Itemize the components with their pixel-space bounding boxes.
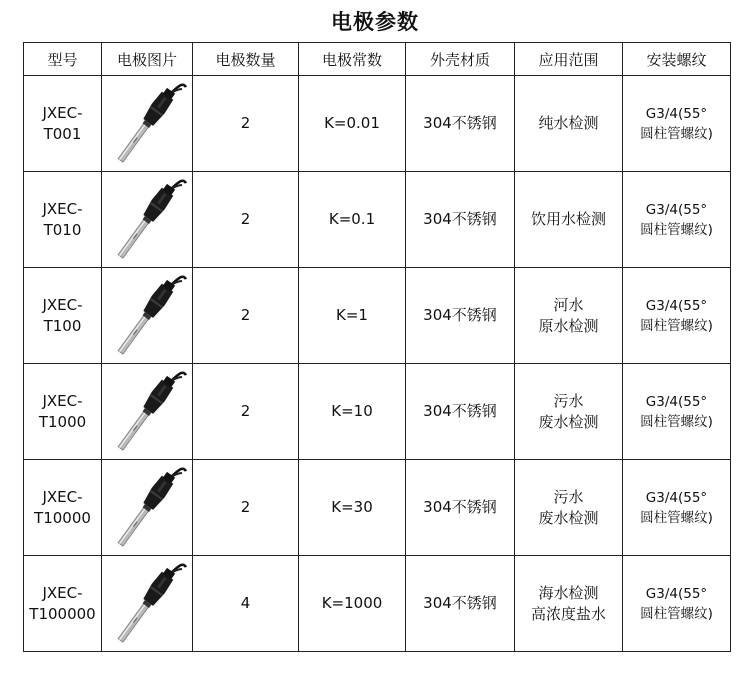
model-cell bbox=[24, 268, 102, 364]
header-application: 应用范围 bbox=[515, 43, 623, 76]
count-cell: 2 bbox=[193, 172, 299, 268]
table-row bbox=[24, 460, 731, 556]
application-text: 纯水检测 bbox=[538, 114, 599, 132]
material-cell: 304不锈钢 bbox=[406, 268, 515, 364]
electrode-image bbox=[107, 81, 187, 167]
model-text: JXEC- T10000 bbox=[34, 487, 91, 527]
table-row bbox=[24, 268, 731, 364]
picture-cell bbox=[102, 460, 193, 556]
header-count: 电极数量 bbox=[193, 43, 299, 76]
picture-cell bbox=[102, 76, 193, 172]
table-row bbox=[24, 364, 731, 460]
electrode-parameter-table bbox=[23, 42, 731, 652]
thread-cell bbox=[623, 76, 731, 172]
material-cell: 304不锈钢 bbox=[406, 172, 515, 268]
model-cell bbox=[24, 76, 102, 172]
header-model: 型号 bbox=[24, 43, 102, 76]
picture-cell bbox=[102, 364, 193, 460]
thread-cell bbox=[623, 268, 731, 364]
model-text: JXEC- T001 bbox=[42, 103, 83, 143]
application-text: 海水检测 高浓度盐水 bbox=[530, 583, 606, 623]
count-cell: 2 bbox=[193, 364, 299, 460]
electrode-image bbox=[107, 273, 187, 359]
application-cell bbox=[515, 172, 623, 268]
model-cell bbox=[24, 364, 102, 460]
constant-cell: K=30 bbox=[299, 460, 406, 556]
thread-text: G3/4(55° 圆柱管螺纹) bbox=[640, 489, 713, 526]
model-cell bbox=[24, 172, 102, 268]
thread-text: G3/4(55° 圆柱管螺纹) bbox=[640, 297, 713, 334]
table-row bbox=[24, 172, 731, 268]
electrode-image bbox=[107, 561, 187, 647]
constant-cell: K=10 bbox=[299, 364, 406, 460]
count-cell: 2 bbox=[193, 268, 299, 364]
picture-cell bbox=[102, 556, 193, 652]
thread-cell bbox=[623, 460, 731, 556]
constant-cell: K=1000 bbox=[299, 556, 406, 652]
material-cell: 304不锈钢 bbox=[406, 556, 515, 652]
header-constant: 电极常数 bbox=[299, 43, 406, 76]
count-cell: 2 bbox=[193, 460, 299, 556]
model-text: JXEC- T100 bbox=[42, 295, 83, 335]
page-title: 电极参数 bbox=[331, 10, 419, 34]
thread-cell bbox=[623, 364, 731, 460]
material-cell: 304不锈钢 bbox=[406, 76, 515, 172]
application-text: 河水 原水检测 bbox=[538, 295, 599, 335]
picture-cell bbox=[102, 172, 193, 268]
constant-cell: K=0.1 bbox=[299, 172, 406, 268]
model-text: JXEC- T010 bbox=[42, 199, 83, 239]
header-material: 外壳材质 bbox=[406, 43, 515, 76]
application-text: 饮用水检测 bbox=[530, 210, 606, 228]
table-row bbox=[24, 556, 731, 652]
application-cell bbox=[515, 460, 623, 556]
header-row bbox=[24, 43, 731, 76]
thread-text: G3/4(55° 圆柱管螺纹) bbox=[640, 585, 713, 622]
picture-cell bbox=[102, 268, 193, 364]
constant-cell: K=0.01 bbox=[299, 76, 406, 172]
model-text: JXEC- T100000 bbox=[29, 583, 96, 623]
electrode-image bbox=[107, 369, 187, 455]
count-cell: 2 bbox=[193, 76, 299, 172]
application-text: 污水 废水检测 bbox=[538, 391, 599, 431]
electrode-image bbox=[107, 465, 187, 551]
material-cell: 304不锈钢 bbox=[406, 460, 515, 556]
table-row bbox=[24, 76, 731, 172]
application-cell bbox=[515, 364, 623, 460]
application-cell bbox=[515, 268, 623, 364]
application-cell bbox=[515, 556, 623, 652]
thread-text: G3/4(55° 圆柱管螺纹) bbox=[640, 105, 713, 142]
count-cell: 4 bbox=[193, 556, 299, 652]
application-text: 污水 废水检测 bbox=[538, 487, 599, 527]
model-cell bbox=[24, 460, 102, 556]
electrode-image bbox=[107, 177, 187, 263]
header-thread: 安装螺纹 bbox=[623, 43, 731, 76]
thread-cell bbox=[623, 172, 731, 268]
model-text: JXEC- T1000 bbox=[38, 391, 87, 431]
material-cell: 304不锈钢 bbox=[406, 364, 515, 460]
constant-cell: K=1 bbox=[299, 268, 406, 364]
thread-cell bbox=[623, 556, 731, 652]
header-picture: 电极图片 bbox=[102, 43, 193, 76]
model-cell bbox=[24, 556, 102, 652]
thread-text: G3/4(55° 圆柱管螺纹) bbox=[640, 201, 713, 238]
application-cell bbox=[515, 76, 623, 172]
thread-text: G3/4(55° 圆柱管螺纹) bbox=[640, 393, 713, 430]
